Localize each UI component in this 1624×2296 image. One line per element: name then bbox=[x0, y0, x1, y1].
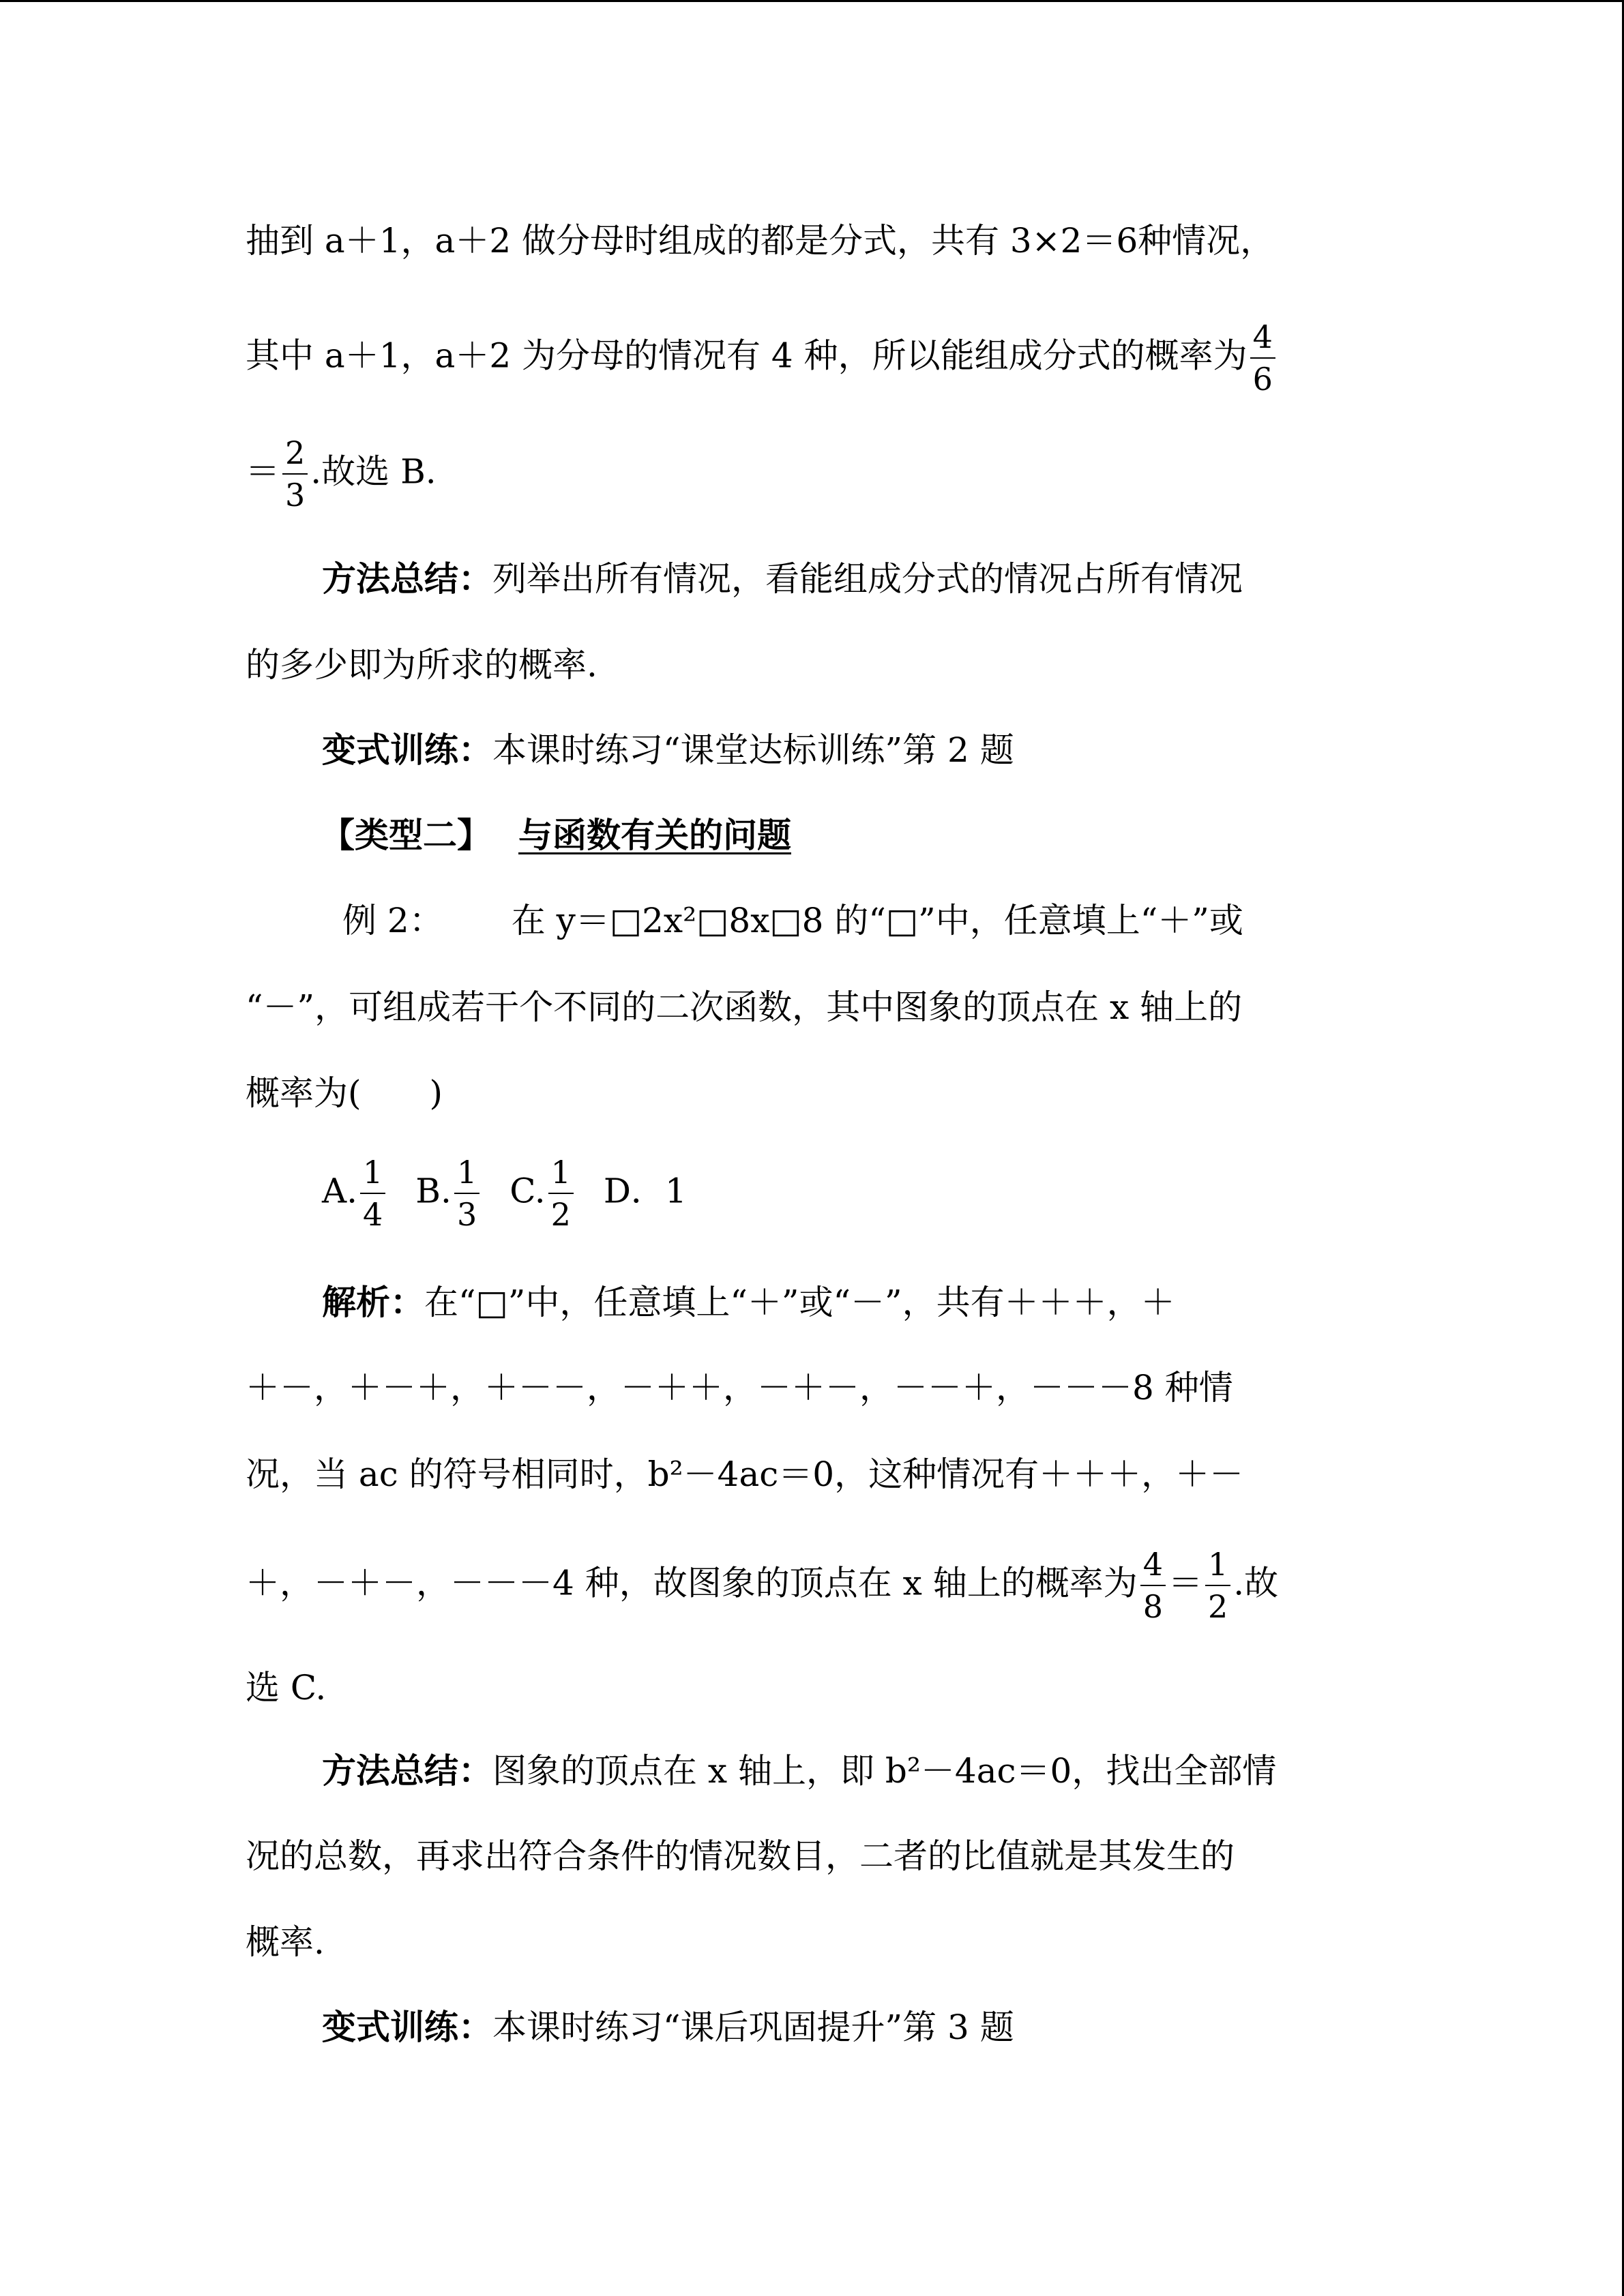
method-label: 方法总结： bbox=[322, 559, 492, 599]
options-row bbox=[322, 1156, 687, 1232]
frac-den: 2 bbox=[550, 1196, 571, 1234]
method-text: 图象的顶点在 x 轴上，即 b²－4ac＝0，找出全部情 bbox=[492, 1751, 1277, 1791]
answer-c: 选 C. bbox=[246, 1668, 327, 1708]
example-text: 在 y＝□2x²□8x□8 的“□”中，任意填上“＋”或 bbox=[511, 901, 1243, 940]
fraction-4-8 bbox=[1140, 1548, 1166, 1624]
example-label: 例 2： bbox=[342, 901, 443, 940]
frac-den: 8 bbox=[1142, 1588, 1163, 1626]
analysis-text-2: ＋－，＋－＋，＋－－，－＋＋，－＋－，－－＋，－－－8 种情 bbox=[246, 1368, 1233, 1407]
option-c-fraction bbox=[548, 1156, 574, 1232]
variant-training-1 bbox=[322, 730, 1014, 770]
frac-num: 4 bbox=[1140, 1548, 1166, 1586]
type-title: 与函数有关的问题 bbox=[518, 816, 791, 855]
method-summary-1 bbox=[322, 559, 1243, 599]
variant-training-2 bbox=[322, 2008, 1014, 2047]
frac-den: 2 bbox=[1207, 1588, 1228, 1626]
frac-num: 2 bbox=[282, 436, 308, 475]
analysis-label: 解析： bbox=[322, 1283, 424, 1322]
fraction-4-6 bbox=[1250, 320, 1275, 396]
example-2 bbox=[342, 901, 1243, 940]
example-2-cont2 bbox=[246, 1073, 443, 1113]
method-summary-2-cont2 bbox=[246, 1922, 325, 1962]
analysis-text-4: ＋，－＋－，－－－4 种，故图象的顶点在 x 轴上的概率为 bbox=[246, 1563, 1138, 1603]
fraction-1-2 bbox=[1205, 1548, 1230, 1624]
analysis-text: 在“□”中，任意填上“＋”或“－”，共有＋＋＋，＋ bbox=[424, 1283, 1175, 1322]
frac-den: 4 bbox=[363, 1196, 383, 1234]
method-summary-2-cont1 bbox=[246, 1836, 1235, 1876]
frac-num: 1 bbox=[454, 1156, 479, 1194]
method-summary-1-cont bbox=[246, 645, 597, 685]
option-d: D．1 bbox=[603, 1171, 687, 1211]
text-l2: 其中 a＋1，a＋2 为分母的情况有 4 种，所以能组成分式的概率为 bbox=[246, 336, 1247, 376]
analysis-text-4-end: .故 bbox=[1233, 1563, 1279, 1603]
variant-label: 变式训练： bbox=[322, 2008, 492, 2047]
frac-den: 3 bbox=[285, 477, 306, 514]
method-label: 方法总结： bbox=[322, 1751, 492, 1791]
analysis-5 bbox=[246, 1668, 327, 1708]
example-text-cont: “－”，可组成若干个不同的二次函数，其中图象的顶点在 x 轴上的 bbox=[246, 987, 1243, 1027]
variant-text: 本课时练习“课后巩固提升”第 3 题 bbox=[492, 2008, 1014, 2047]
type2-heading bbox=[321, 816, 791, 855]
frac-den: 6 bbox=[1252, 361, 1273, 398]
frac-num: 1 bbox=[548, 1156, 574, 1194]
frac-num: 1 bbox=[1205, 1548, 1230, 1586]
option-c: C. bbox=[510, 1171, 546, 1211]
text-l1: 抽到 a＋1，a＋2 做分母时组成的都是分式，共有 3×2＝6种情况， bbox=[246, 221, 1275, 260]
analysis-4 bbox=[246, 1548, 1278, 1624]
example-2-cont1 bbox=[246, 987, 1243, 1027]
solution-line-3 bbox=[246, 436, 437, 512]
frac-num: 1 bbox=[360, 1156, 385, 1194]
fraction-2-3 bbox=[282, 436, 308, 512]
type-label: 【类型二】 bbox=[321, 816, 491, 855]
option-a-fraction bbox=[360, 1156, 385, 1232]
method-text-cont: 概率. bbox=[246, 1922, 325, 1962]
solution-line-2 bbox=[246, 320, 1278, 396]
option-b: B. bbox=[415, 1171, 452, 1211]
method-text-cont: 的多少即为所求的概率. bbox=[246, 645, 597, 685]
analysis-3 bbox=[246, 1455, 1244, 1494]
equals-sign: ＝ bbox=[1168, 1563, 1202, 1603]
frac-num: 4 bbox=[1250, 320, 1275, 359]
analysis-text-3: 况，当 ac 的符号相同时，b²－4ac＝0，这种情况有＋＋＋，＋－ bbox=[246, 1455, 1244, 1494]
variant-text: 本课时练习“课堂达标训练”第 2 题 bbox=[492, 730, 1014, 770]
solution-line-1 bbox=[246, 221, 1275, 260]
example-question: 概率为( ) bbox=[246, 1073, 443, 1113]
frac-den: 3 bbox=[456, 1196, 477, 1234]
method-text: 列举出所有情况，看能组成分式的情况占所有情况 bbox=[492, 559, 1243, 599]
analysis-2 bbox=[246, 1368, 1233, 1407]
method-summary-2 bbox=[322, 1751, 1277, 1791]
equals-sign: ＝ bbox=[246, 451, 280, 492]
analysis-1 bbox=[322, 1285, 1175, 1320]
variant-label: 变式训练： bbox=[322, 730, 492, 770]
option-a: A. bbox=[322, 1171, 358, 1211]
method-text-cont: 况的总数，再求出符合条件的情况数目，二者的比值就是其发生的 bbox=[246, 1836, 1235, 1876]
answer-b: .故选 B. bbox=[310, 451, 437, 492]
option-b-fraction bbox=[454, 1156, 479, 1232]
